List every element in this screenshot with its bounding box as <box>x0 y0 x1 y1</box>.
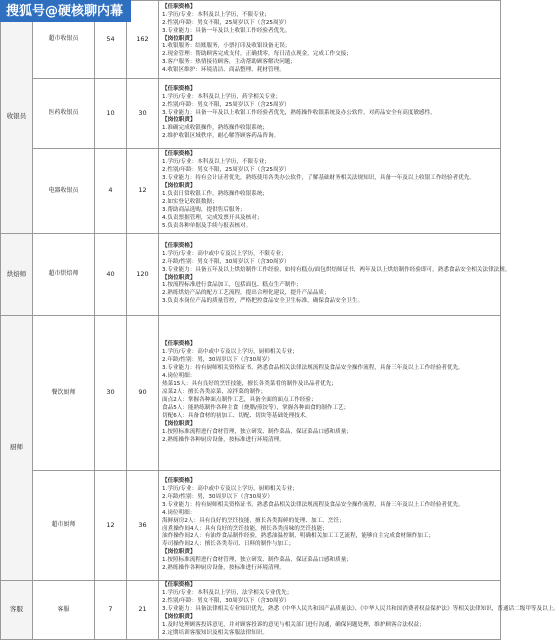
headcount-cell: 30 <box>95 316 127 471</box>
requirement-line: 2.性别/年龄：男女不限，30周岁以下（含30周岁） <box>162 598 290 605</box>
section-heading: 【任职资格】 <box>162 242 196 249</box>
requirement-line: 4.岗位明细： <box>162 373 196 380</box>
section-heading: 【岗位职责】 <box>162 549 196 556</box>
section-heading: 【岗位职责】 <box>162 183 196 190</box>
salary-cell: 21 <box>127 581 159 640</box>
salary-cell: 36 <box>127 471 159 581</box>
table-row <box>1 471 501 581</box>
headcount-cell: 40 <box>95 234 127 316</box>
table-row <box>1 581 501 640</box>
requirement-line: 2.年龄/性别：男，30周岁以下（含30周岁） <box>162 357 273 364</box>
requirement-line: 2.熟练烘焙产品的配方工艺流程，提出合理化建议，提升产品品质； <box>162 290 330 297</box>
requirement-line: 2.年龄/性别：男女不限，30周岁以下（含30周岁） <box>162 258 290 265</box>
category-cell: 收银员 <box>1 1 33 234</box>
requirement-line: 2.现金管理：帮助顾客完成支付，正确找零，每日清点现金，完成工作交接； <box>162 51 352 58</box>
section-heading: 【任职资格】 <box>162 151 196 158</box>
requirement-line: 油炸操作间2人：有油炸食品制作经验，熟悉油温控制，明确相关加工工艺流程，能够自主完成食材颠炸加工； <box>162 533 435 540</box>
requirement-line: 4.负责票据管理，完成发票开具及核对； <box>162 214 263 221</box>
requirement-line: 2.定期培训客服知识及相关客服法律知识。 <box>162 629 269 636</box>
headcount-cell: 12 <box>95 471 127 581</box>
requirement-line: 2.熟练操作各种厨房设备，按标准进行环境清理。 <box>162 565 285 572</box>
requirement-line: 3.专业能力：具备一年及以上收银工作经验者优先。 <box>162 27 291 34</box>
requirements-cell <box>159 1 501 79</box>
headcount-cell: 54 <box>95 1 127 79</box>
section-heading: 【岗位职责】 <box>162 274 196 281</box>
headcount-cell: 4 <box>95 149 127 234</box>
salary-cell: 162 <box>127 1 159 79</box>
requirement-line: 1.负责日常收银工作，熟练操作收银系统； <box>162 191 269 197</box>
requirement-line: 3.专业能力：持有会计证者优先，熟练使用各类办公软件，了解基础财务相关法规知识，具备一年及以上收银工作经验者优先。 <box>162 175 475 182</box>
requirements-cell <box>159 234 511 316</box>
requirements-cell <box>159 79 501 149</box>
requirement-line: 面点2人：掌握各种面点制作工艺，具备全面的面点工作经验； <box>162 396 317 403</box>
requirement-line: 3.专业能力：具备五年及以上烘焙制作工作经验，如持有糕点/面包烘焙师证书，两年及以上烘焙制作经验即可，熟悉食品安全相关法律法规。 <box>162 266 511 273</box>
requirements-cell <box>159 316 501 471</box>
requirement-line: 海鲜厨房2人：具有良好的烹饪技能，擅长各类海鲜的处理、加工、烹饪； <box>162 517 345 524</box>
section-heading: 【岗位职责】 <box>162 117 196 124</box>
section-heading: 【任职资格】 <box>162 85 196 92</box>
table-row <box>1 149 501 234</box>
requirement-line: 寿司操作间2人：擅长各类寿司、日料的制作与加工； <box>162 541 295 548</box>
requirement-line: 2.维护收银区域秩序，耐心解答顾客药品咨询。 <box>162 133 280 140</box>
watermark: 搜狐号@硬核聊内幕 <box>0 0 131 22</box>
requirement-line: 热菜15人：具有良好的烹饪技能，擅长各类菜肴的制作及出品者优先； <box>162 381 337 388</box>
section-heading: 【任职资格】 <box>162 3 196 10</box>
section-heading: 【岗位职责】 <box>162 420 196 427</box>
requirement-line: 1.按照标准流程进行食材管理，独立研发、制作菜品，保证菜品口感和质量； <box>162 428 352 435</box>
position-cell: 电器收银员 <box>33 149 95 234</box>
requirement-line: 2.熟练操作各种厨房设备，按标准进行环境清理。 <box>162 436 285 443</box>
category-cell: 厨师 <box>1 316 33 581</box>
requirement-line: 1.准确完成收银操作，熟练操作收银系统； <box>162 125 269 132</box>
requirement-line: 5.负责各种单据及手续与报表核对。 <box>162 222 252 229</box>
salary-cell: 90 <box>127 316 159 471</box>
requirement-line: 3.专业能力：具备一年及以上收银工作经验者优先，熟练操作收银系统及办公软件，对药品安全有高度敏感性。 <box>162 109 436 116</box>
requirement-line: 1.收银服务：结账服务，小票打印及收银设备无误； <box>162 43 291 50</box>
requirement-line: 4.收银区维护：环境清洁、商品整理、耗材管理。 <box>162 67 285 74</box>
requirement-line: 切配6人：具备食材的初加工、切配、切块等基础处理技术。 <box>162 412 311 419</box>
requirement-line: 1.学历/专业：高中或中专及以上学历，不限专业； <box>162 250 287 257</box>
section-heading: 【任职资格】 <box>162 477 196 484</box>
table-row <box>1 79 501 149</box>
requirement-line: 2.年龄/性别：男，30周岁以下（含30周岁） <box>162 493 273 500</box>
requirement-line: 1.按照标准流程进行食材管理，独立研发、制作菜品，保证菜品口感和质量； <box>162 557 352 564</box>
position-cell: 餐饮厨师 <box>33 316 95 471</box>
position-cell: 客服 <box>33 581 95 640</box>
requirement-line: 3.客户服务：热情接待顾客，主动帮助顾客解决问题； <box>162 59 296 66</box>
requirement-line: 1.学历/专业：本科及以上学历，法学相关专业优先； <box>162 590 293 597</box>
position-cell: 医药收银员 <box>33 79 95 149</box>
requirement-line: 3.专业能力：持有厨师相关资格证书，熟悉食品相关法律法规流程及食品安全操作流程，具备三年及以上工作经验者优先。 <box>162 501 464 508</box>
requirement-line: 凉菜2人：擅长各类凉菜，凉拌菜的制作； <box>162 389 267 396</box>
requirement-line: 3.专业能力：具备法律相关专业知识优先，熟悉《中华人民共和国产品质量法》、《中华人民共和国消费者权益保护法》等相关法律知识，普通话二级甲等及以上。 <box>162 606 559 613</box>
requirement-line: 1.按流程标准进行食品加工，包括面包、糕点生产制作； <box>162 282 302 289</box>
requirement-line: 4.岗位明细： <box>162 509 196 516</box>
requirement-line: 3.帮助商品选购，提供售后服务； <box>162 206 246 213</box>
salary-cell: 120 <box>127 234 159 316</box>
headcount-cell: 10 <box>95 79 127 149</box>
section-heading: 【岗位职责】 <box>162 35 196 42</box>
requirement-line: 3.负责本岗位产品的质量管控，严格把控食品安全卫生标准，确保食品安全卫生。 <box>162 298 364 305</box>
section-heading: 【任职资格】 <box>162 341 196 348</box>
requirement-line: 2.性别/年龄：男女不限，25周岁以下（含25周岁） <box>162 101 290 108</box>
table-row <box>1 316 501 471</box>
requirement-line: 1.学历/专业：高中或中专及以上学历，厨师相关专业； <box>162 349 298 356</box>
requirement-line: 1.学历/专业：本科及以上学历，不限专业； <box>162 11 270 18</box>
section-heading: 【任职资格】 <box>162 582 196 589</box>
requirement-line: 3.专业能力：持有厨师相关资格证书，熟悉食品相关法律法规流程及食品安全操作流程，具备三年及以上工作经验者优先。 <box>162 365 464 372</box>
position-cell: 超市收银员 <box>33 1 95 79</box>
requirement-line: 1.学历/专业：本科及以上学历，不限专业； <box>162 159 270 166</box>
requirements-cell <box>159 471 501 581</box>
category-cell: 客服 <box>1 581 33 640</box>
requirement-line: 1.学历/专业：高中或中专及以上学历，厨师相关专业； <box>162 485 298 492</box>
requirement-line: 1.学历/专业：本科及以上学历，药学相关专业； <box>162 93 282 100</box>
requirement-line: 食品5人：能熟练制作各种主食（烧腊/煎饺等），掌握各种面食的制作工艺； <box>162 404 350 411</box>
requirement-line: 2.性别/年龄：男女不限，25周岁以下（含25周岁） <box>162 19 290 26</box>
table-row <box>1 234 501 316</box>
requirements-cell <box>159 581 559 640</box>
requirement-line: 卤煮操作间4人：具有良好的烹饪技能，擅长各类卤味的烹饪技能； <box>162 525 328 532</box>
requirement-line: 2.性别/年龄：男女不限，25周岁以下（含25周岁） <box>162 167 290 174</box>
section-heading: 【岗位职责】 <box>162 613 196 620</box>
salary-cell: 12 <box>127 149 159 234</box>
category-cell: 烘焙师 <box>1 234 33 316</box>
headcount-cell: 7 <box>95 581 127 640</box>
requirements-cell <box>159 149 501 234</box>
position-cell: 超市烘焙师 <box>33 234 95 316</box>
position-cell: 超市厨师 <box>33 471 95 581</box>
requirement-line: 1.及时处理顾客投诉意见，并对顾客投诉的意见与相关部门进行沟通，确保问题处理，维护顾客合法权益； <box>162 621 425 628</box>
salary-cell: 30 <box>127 79 159 149</box>
requirement-line: 2.如实登记收银数据； <box>162 198 218 205</box>
